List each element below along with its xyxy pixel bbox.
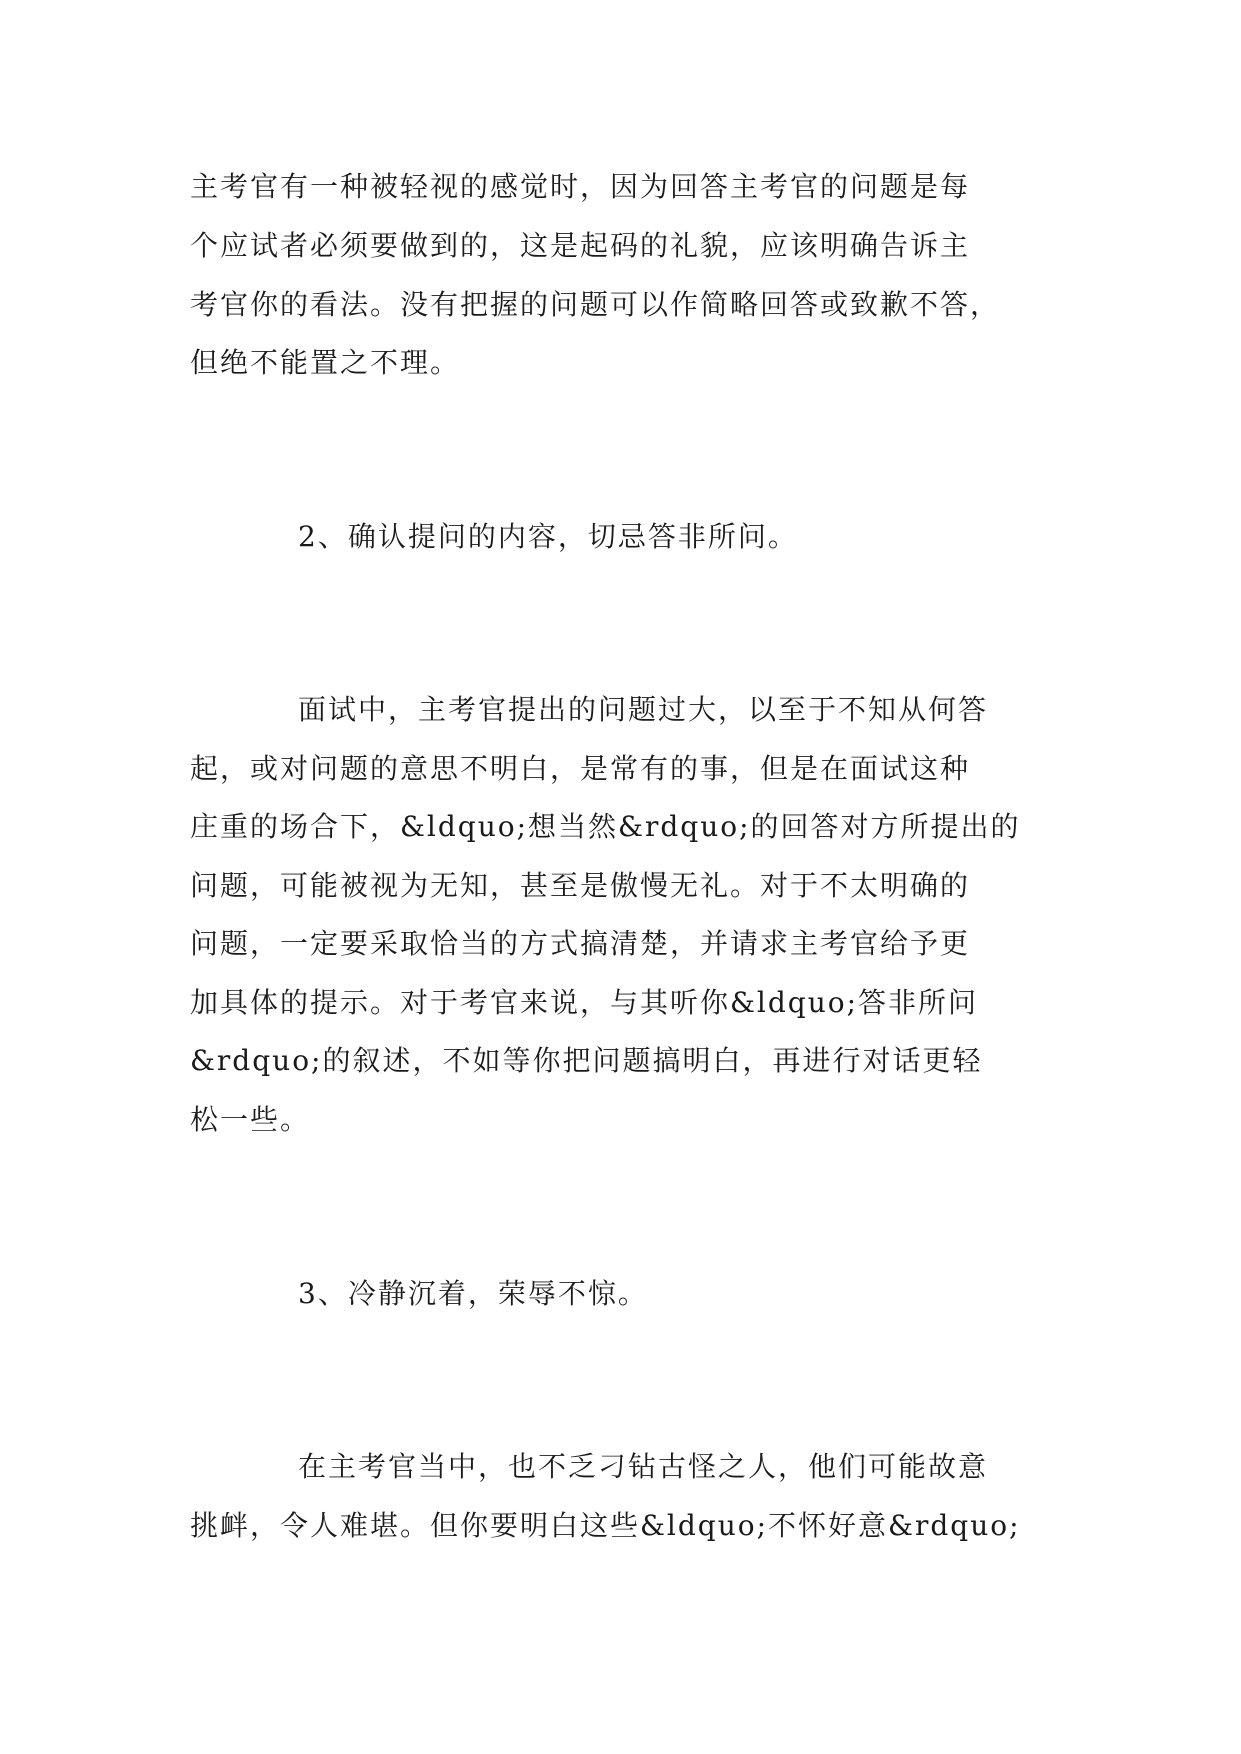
paragraph-line: 挑衅，令人难堪。但你要明白这些&ldquo;不怀好意&rdquo; <box>190 1509 1021 1542</box>
paragraph-line: 加具体的提示。对于考官来说，与其听你&ldquo;答非所问 <box>190 986 979 1019</box>
paragraph-line: 主考官有一种被轻视的感觉时，因为回答主考官的问题是每 <box>190 170 971 203</box>
paragraph-line: 在主考官当中，也不乏刁钻古怪之人，他们可能故意 <box>298 1450 989 1483</box>
paragraph-line: 庄重的场合下，&ldquo;想当然&rdquo;的回答对方所提出的 <box>190 810 1021 843</box>
section-heading-2: 2、确认提问的内容，切忌答非所问。 <box>298 520 798 553</box>
paragraph-line: 考官你的看法。没有把握的问题可以作简略回答或致歉不答， <box>190 288 1001 321</box>
paragraph-line: 起，或对问题的意思不明白，是常有的事，但是在面试这种 <box>190 752 971 785</box>
paragraph-line: 问题，一定要采取恰当的方式搞清楚，并请求主考官给予更 <box>190 927 971 960</box>
paragraph-line: 松一些。 <box>190 1103 311 1136</box>
paragraph-line: &rdquo;的叙述，不如等你把问题搞明白，再进行对话更轻 <box>190 1044 983 1077</box>
paragraph-line: 问题，可能被视为无知，甚至是傲慢无礼。对于不太明确的 <box>190 869 971 902</box>
paragraph-line: 面试中，主考官提出的问题过大，以至于不知从何答 <box>298 693 989 726</box>
paragraph-line: 但绝不能置之不理。 <box>190 346 461 379</box>
paragraph-line: 个应试者必须要做到的，这是起码的礼貌，应该明确告诉主 <box>190 229 971 262</box>
section-heading-3: 3、冷静沉着，荣辱不惊。 <box>298 1277 648 1310</box>
